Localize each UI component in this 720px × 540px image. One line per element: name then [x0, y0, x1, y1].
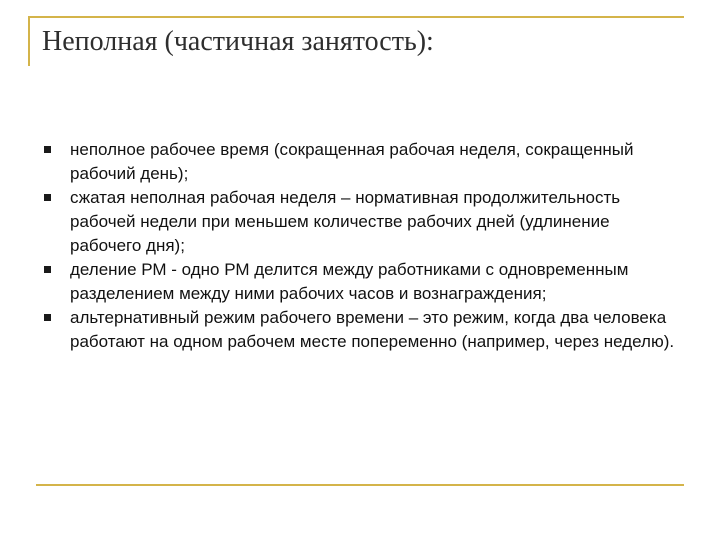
slide-title: Неполная (частичная занятость): [42, 26, 434, 57]
bullet-text: деление РМ - одно РМ делится между работниками с одновременным разделением между ними рабочих часов и вознаграждения; [70, 260, 629, 303]
square-bullet-icon [44, 146, 51, 153]
bullet-item-compressed-week [44, 186, 684, 258]
bullet-text: сжатая неполная рабочая неделя – нормативная продолжительность рабочей недели при меньшем количестве рабочих дней (удлинение рабочего дня); [70, 188, 621, 255]
square-bullet-icon [44, 314, 51, 321]
square-bullet-icon [44, 194, 51, 201]
bullet-text: альтернативный режим рабочего времени – это режим, когда два человека работают на одном рабочем месте попеременно (например, через неделю). [70, 308, 675, 351]
bullet-text: неполное рабочее время (сокращенная рабочая неделя, сокращенный рабочий день); [70, 140, 634, 183]
bullet-item-job-sharing [44, 258, 684, 306]
bottom-accent-rule [36, 484, 684, 486]
bullet-list [44, 138, 684, 354]
left-accent-rule [28, 16, 30, 66]
square-bullet-icon [44, 266, 51, 273]
top-accent-rule [28, 16, 684, 18]
bullet-item-part-time-hours [44, 138, 684, 186]
bullet-item-alternating-schedule [44, 306, 684, 354]
